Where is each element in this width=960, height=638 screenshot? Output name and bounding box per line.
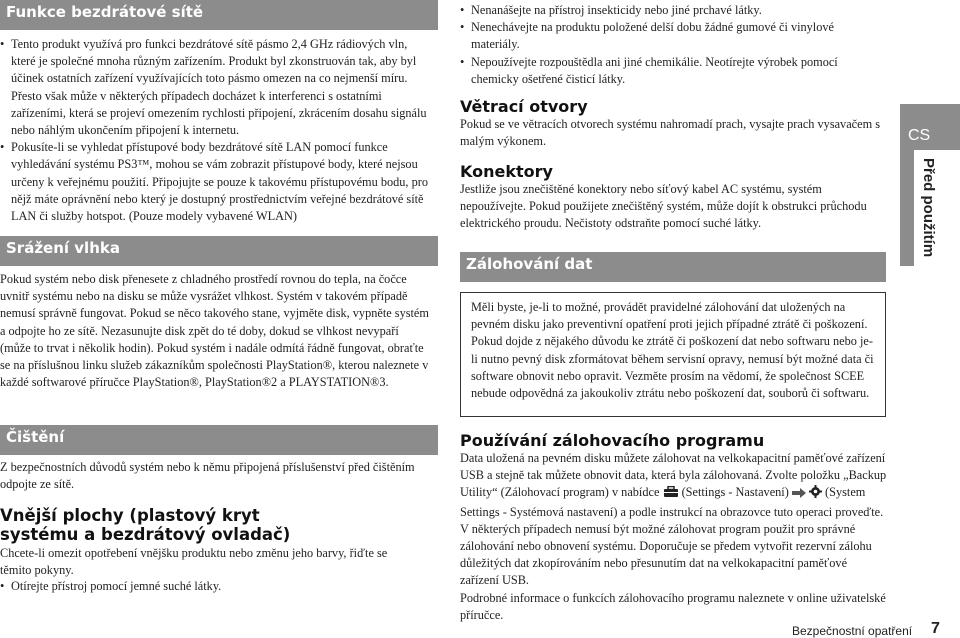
backup-notice-text: Měli byste, je-li to možné, provádět pravidelné zálohování dat uložených na pevném disku jako preventivní opatření proti jejich případné ztrátě či poškození. Pokud dojde z nějakého důvodu ke ztrátě či poškození dat nebo softwaru nebo je-li nutno pevný disk zformátovat během servisní opravy, nemusí být možné data či software obnovit nebo opravit. Vezměte prosím na vědomí, že společnost SCEE nebude odpovědná za jakoukoliv ztrátu nebo poškození dat, souborů či softwaru. [471, 300, 874, 401]
section-header-condensation [0, 236, 438, 266]
section-header-wireless [0, 0, 438, 30]
backup-utility-heading: Používání zálohovacího programu [460, 431, 765, 450]
gear-icon [809, 485, 822, 503]
section-title: Funkce bezdrátové sítě [6, 3, 204, 21]
connectors-heading: Konektory [460, 162, 553, 181]
backup-utility-text [460, 450, 888, 624]
bullet-item: • Nenechávejte na produktu položené delší dobu žádné gumové či vinylové materiály. [460, 19, 880, 53]
exterior-bullet: • Otírejte přístroj pomocí jemné suché látky. [0, 578, 431, 595]
condensation-text: Pokud systém nebo disk přenesete z chladného prostředí rovnou do tepla, na čočce uvnitř systému nebo na disku se může vysrážet vlhkost. Systém v takovém případě nemusí správně fungovat. Pokud se něco takového stane, vyjměte disk, vypněte systém a odpojte ho ze sítě. Nezasunujte disk zpět do té doby, dokud se vlhkost nevypaří (může to trvat i několik hodin). Pokud systém i nadále odmítá řádně fungovat, obraťte se na příslušnou linku služeb zákazníkům společnosti PlayStation®, kterou naleznete v každé softwarové příručce PlayStation®, PlayStation®2 a PLAYSTATION®3. [0, 272, 429, 390]
bullet-item: • Nenanášejte na přístroj insekticidy nebo jiné prchavé látky. [460, 2, 880, 19]
section-title: Zálohování dat [466, 255, 593, 273]
bullet-item: • Nepoužívejte rozpouštědla ani jiné chemikálie. Neotírejte výrobek pomocí chemicky ošetřené čisticí látky. [460, 54, 880, 88]
page-number: 7 [931, 620, 940, 637]
exterior-text: Chcete-li omezit opotřebení vnějšku produktu nebo změnu jeho barvy, řiďte se těmito pokyny. [0, 546, 388, 578]
toolbox-icon [663, 486, 679, 503]
connectors-text: Jestliže jsou znečištěné konektory nebo síťový kabel AC systému, systém nepoužívejte. Pokud použijete znečištěný systém, může dojít k obstrukci průchodu elektrického proudu. Nečistoty odstraňte pomocí suché látky. [460, 182, 867, 231]
paragraph: Podrobné informace o funkcích zálohovacího programu naleznete v online uživatelské příručce. [460, 590, 886, 622]
section-title: Srážení vlhka [6, 239, 120, 257]
section-title: Čištění [6, 428, 65, 446]
text-segment: Data uložená na pevném disku můžete zálohovat na velkokapacitní paměťové zařízení USB a stejně tak můžete obnovit data, která byla zálohovaná. Zvolte položku „Backup Utility“ (Zálohovací program) v nabídce [460, 451, 887, 500]
cleaning-text: Z bezpečnostních důvodů systém nebo k němu připojená příslušenství před čištěním odpojte ze sítě. [0, 460, 415, 492]
text-segment: (System Settings - Systémová nastavení) a podle instrukcí na obrazovce tuto operaci proveďte. V některých případech nemusí být možné zálohovat program použit pro správné zálohování nebo obnovení systému. Doporučuje se předem vytvořit rezervní zálohu důležitých dat zkopírováním nebo přesunutím dat na velkokapacitní paměťové zařízení USB. [460, 485, 884, 588]
vents-heading: Větrací otvory [460, 97, 588, 116]
backup-notice-box [460, 292, 886, 417]
cleaning-bullets [460, 2, 880, 88]
arrow-right-icon [792, 486, 806, 503]
footer-section-name: Bezpečnostní opatření [792, 624, 913, 638]
section-header-cleaning [0, 425, 438, 455]
bullet-item: • Pokusíte-li se vyhledat přístupové body bezdrátové sítě LAN pomocí funkce vyhledávání systému PS3™, mohou se vám zobrazit přístupové body, které nejsou určeny k veřejnému použití. Připojujte se pouze k takovému přístupovému bodu, pro nějž máte oprávnění nebo který je dostupný prostřednictvím veřejné bezdrátové sítě LAN či služby hotspot. (Pouze modely vybavené WLAN) [0, 139, 432, 225]
section-side-label: Před použitím [920, 158, 937, 258]
section-header-backup [460, 252, 886, 282]
language-code: CS [908, 127, 931, 144]
bullet-item: • Tento produkt využívá pro funkci bezdrátové sítě pásmo 2,4 GHz rádiových vln, které je společné mnoha různým zařízením. Produkt byl zkonstruován tak, aby byl účinek ostatních zařízení využívajících toto pásmo omezen na co nejmenší míru. Přesto však může v některých případech docházet k interferenci s ostatními zařízeními, která se projeví omezením rychlosti připojení, zkrácením dosahu signálu nebo náhlým ukončením připojení k internetu. [0, 36, 432, 139]
text-segment: (Settings - Nastavení) [681, 485, 789, 500]
vents-text: Pokud se ve větracích otvorech systému nahromadí prach, vysajte prach vysavačem s malým výkonem. [460, 117, 881, 149]
exterior-heading: Vnější plochy (plastový kryt systému a bezdrátový ovladač) [0, 506, 291, 544]
wireless-bullets [0, 36, 432, 225]
